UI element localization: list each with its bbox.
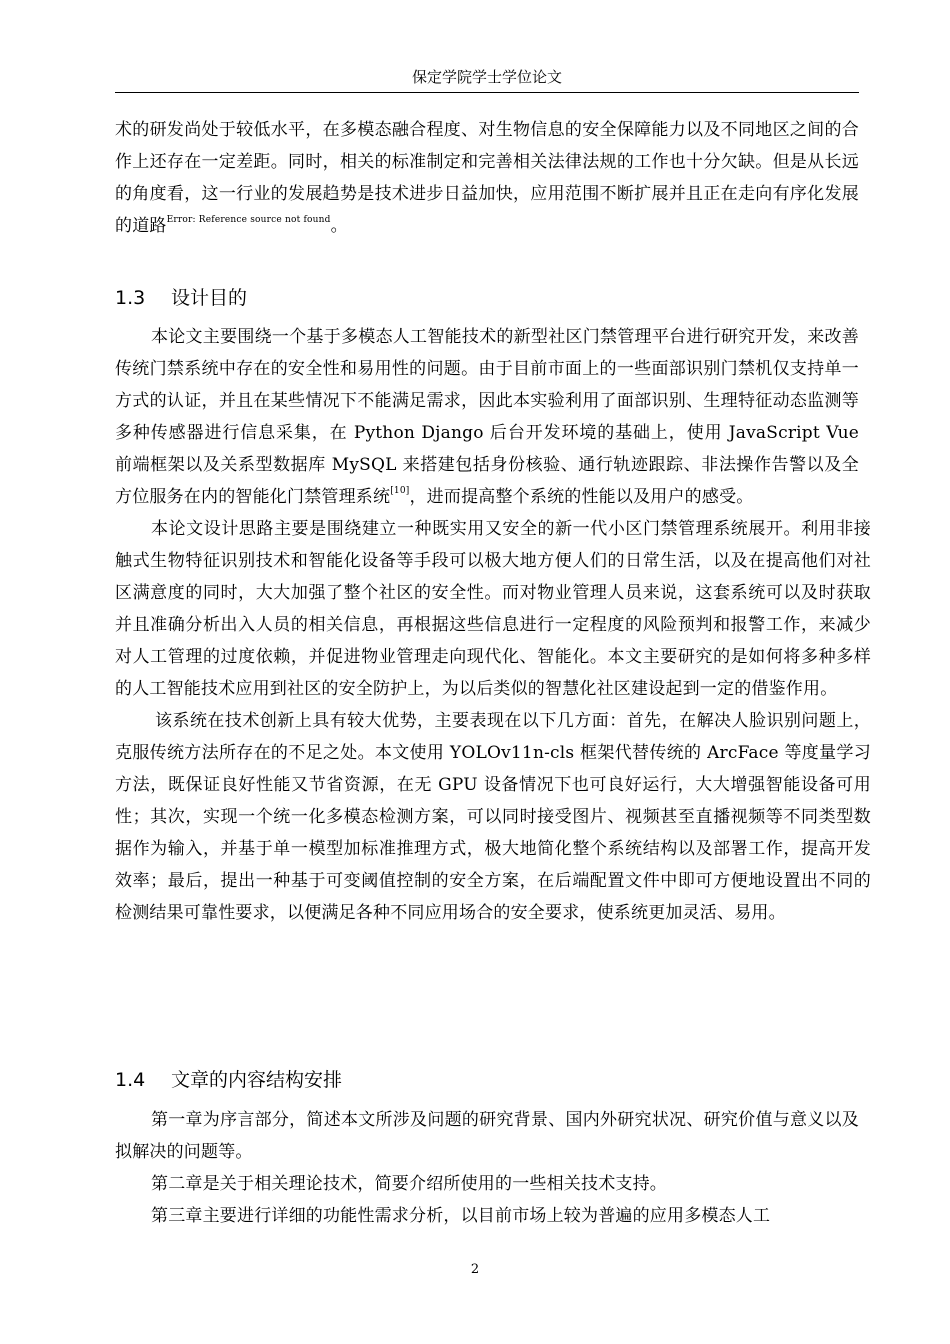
section-number: 1.3 [115,287,146,309]
intro-block [115,114,859,242]
intro-text: 术的研发尚处于较低水平，在多模态融合程度、对生物信息的安全保障能力以及不同地区之间的合作上还存在一定差距。同时，相关的标准制定和完善相关法律法规的工作也十分欠缺。但是从长远的角度看，这一行业的发展趋势是技术进步日益加快，应用范围不断扩展并且正在走向有序化发展的道路 [115,120,859,236]
section-1-4-body [115,1104,859,1232]
running-header: 保定学院学士学位论文 [411,68,562,86]
intro-tail: 。 [330,216,348,236]
section-number: 1.4 [115,1069,146,1091]
header-divider [115,92,859,93]
intro-paragraph [115,114,859,242]
section-heading-1-4 [115,1066,859,1094]
citation-error: Error: Reference source not found [166,215,331,226]
paragraph-chapter-two: 第二章是关于相关理论技术，简要介绍所使用的一些相关技术支持。 [151,1174,667,1194]
page-number: 2 [470,1262,480,1277]
citation-ref: [10] [390,486,410,497]
paragraph-chapter-one: 第一章为序言部分，简述本文所涉及问题的研究背景、国内外研究状况、研究价值与意义以及拟解决的问题等。 [115,1110,859,1162]
section-title: 文章的内容结构安排 [171,1069,343,1091]
paragraph-tail: ，进而提高整个系统的性能以及用户的感受。 [409,487,754,507]
paragraph-chapter-three: 第三章主要进行详细的功能性需求分析，以目前市场上较为普遍的应用多模态人工 [151,1206,771,1226]
section-title: 设计目的 [171,287,248,309]
paragraph-design-idea: 本论文设计思路主要是围绕建立一种既实用又安全的新一代小区门禁管理系统展开。利用非接触式生物特征识别技术和智能化设备等手段可以极大地方便人们的日常生活，以及在提高他们对社区满意度的同时，大大加强了整个社区的安全性。而对物业管理人员来说，这套系统可以及时获取并且准确分析出入人员的相关信息，再根据这些信息进行一定程度的风险预判和报警工作，来减少对人工管理的过度依赖，并促进物业管理走向现代化、智能化。本文主要研究的是如何将多种多样的人工智能技术应用到社区的安全防护上，为以后类似的智慧化社区建设起到一定的借鉴作用。 [115,519,871,699]
section-heading-1-3 [115,284,859,312]
paragraph-text: 本论文主要围绕一个基于多模态人工智能技术的新型社区门禁管理平台进行研究开发，来改善传统门禁系统中存在的安全性和易用性的问题。由于目前市面上的一些面部识别门禁机仅支持单一方式的认证，并且在某些情况下不能满足需求，因此本实验利用了面部识别、生理特征动态监测等多种传感器进行信息采集，在 Python Django 后台开发环境的基础上，使用 JavaScript Vue 前端框架以及关系型数据库 MySQL 来搭建包括身份核验、通行轨迹跟踪、非法操作告警以及全方位服务在内的智能化门禁管理系统 [115,327,859,507]
paragraph-design-purpose [115,321,859,513]
section-1-3-body [115,321,871,929]
paragraph-innovation: 该系统在技术创新上具有较大优势，主要表现在以下几方面：首先，在解决人脸识别问题上，克服传统方法所存在的不足之处。本文使用 YOLOv11n-cls 框架代替传统的 ArcFace 等度量学习方法，既保证良好性能又节省资源，在无 GPU 设备情况下也可良好运行，大大增强智能设备可用性；其次，实现一个统一化多模态检测方案，可以同时接受图片、视频甚至直播视频等不同类型数据作为输入，并基于单一模型加标准推理方式，极大地简化整个系统结构以及部署工作，提高开发效率；最后，提出一种基于可变阈值控制的安全方案，在后端配置文件中即可方便地设置出不同的检测结果可靠性要求，以便满足各种不同应用场合的安全要求，使系统更加灵活、易用。 [115,711,871,923]
